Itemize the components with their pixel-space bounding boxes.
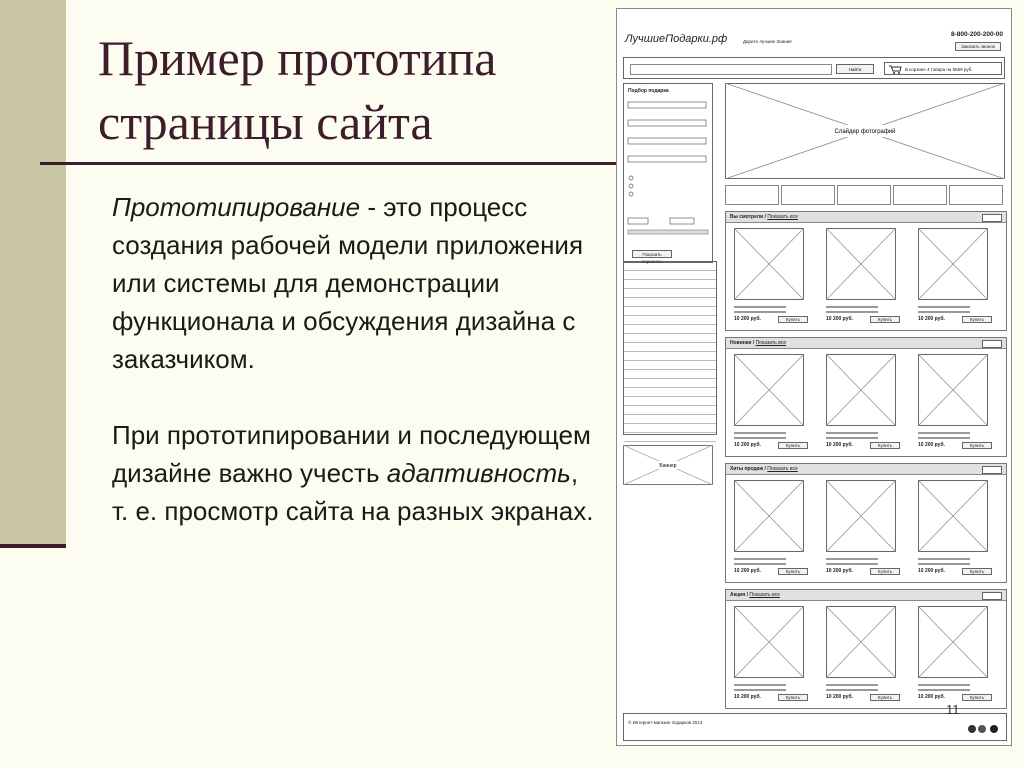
wf-section-arrows: [982, 466, 1002, 474]
wf-feature-2: [781, 185, 835, 205]
wf-product-section: [725, 211, 1007, 331]
wf-section-header: [726, 464, 1006, 475]
wf-feature-4: [893, 185, 947, 205]
wf-product-caption: [918, 689, 970, 691]
wf-product-image: [918, 606, 988, 678]
wf-buy-button: Купить: [870, 694, 900, 701]
wf-buy-button: Купить: [778, 694, 808, 701]
wf-product-caption: [918, 563, 970, 565]
wf-section-arrows: [982, 592, 1002, 600]
wf-product-caption: [826, 689, 878, 691]
wf-product-image: [918, 228, 988, 300]
wf-buy-button: Купить: [778, 442, 808, 449]
wf-product-image: [826, 354, 896, 426]
wf-cart-text: В корзине 4 товара на 5559 руб.: [905, 67, 973, 72]
wf-buy-button: Купить: [962, 442, 992, 449]
wf-product-caption: [826, 306, 878, 308]
wf-product-caption: [734, 689, 786, 691]
wf-search-input: [630, 64, 832, 75]
wf-product-caption: [826, 684, 878, 686]
wf-buy-button: Купить: [870, 568, 900, 575]
wf-product-caption: [826, 432, 878, 434]
wf-product-caption: [826, 437, 878, 439]
adaptivity-text-start: При прототипировании и последующем дизайне важно учесть: [112, 420, 591, 488]
wf-product-price: 10 200 руб.: [918, 694, 945, 700]
wf-photo-slider: [725, 83, 1005, 179]
slide-title: Пример прототипа страницы сайта: [98, 30, 497, 150]
wf-banner-placeholder: [623, 445, 713, 485]
wf-product-image: [918, 354, 988, 426]
wf-show-button: Показать варианты: [632, 250, 672, 258]
wf-section-link: Показать все: [767, 466, 798, 472]
wf-product-price: 10 200 руб.: [734, 694, 761, 700]
term-adaptivity: адаптивность: [386, 458, 571, 488]
definition-text: - это процесс создания рабочей модели приложения или системы для демонстрации функционала и обсуждения дизайна с заказчиком.: [112, 192, 584, 374]
side-accent-rule: [0, 544, 66, 548]
wf-section-arrows: [982, 340, 1002, 348]
wf-payment-icons: [932, 722, 1002, 736]
wf-product-caption: [734, 432, 786, 434]
wf-phone: 8-800-200-200-00: [950, 31, 1003, 38]
wf-product-caption: [918, 306, 970, 308]
wf-product-caption: [918, 311, 970, 313]
wf-buy-button: Купить: [778, 568, 808, 575]
wf-product-image: [734, 606, 804, 678]
wf-product-caption: [734, 306, 786, 308]
wf-product-price: 10 200 руб.: [826, 694, 853, 700]
wf-product-price: 10 200 руб.: [918, 568, 945, 574]
wf-feature-1: [725, 185, 779, 205]
wf-logo: ЛучшиеПодарки.рф: [625, 33, 728, 45]
wf-section-header: [726, 212, 1006, 223]
wf-section-link: Показать все: [767, 214, 798, 220]
title-underline: [40, 162, 624, 165]
wf-buy-button: Купить: [778, 316, 808, 323]
wf-product-image: [826, 480, 896, 552]
wf-callback-button: Заказать звонок: [955, 42, 1001, 51]
wf-product-caption: [918, 432, 970, 434]
wf-product-price: 10 200 руб.: [826, 568, 853, 574]
wf-product-price: 10 200 руб.: [734, 316, 761, 322]
wf-product-price: 10 200 руб.: [918, 316, 945, 322]
wf-product-caption: [918, 684, 970, 686]
wf-product-caption: [734, 437, 786, 439]
wireframe-mockup: [616, 8, 1012, 746]
wf-product-caption: [734, 684, 786, 686]
wf-buy-button: Купить: [870, 316, 900, 323]
wf-product-caption: [826, 558, 878, 560]
wf-section-header: [726, 590, 1006, 601]
wf-product-image: [826, 606, 896, 678]
wf-feature-3: [837, 185, 891, 205]
wf-product-image: [734, 480, 804, 552]
wf-section-title: Хиты продаж /: [730, 466, 768, 472]
wf-product-image: [918, 480, 988, 552]
wf-footer-text: © Интернет-магазин подарков 2013: [628, 720, 703, 725]
wf-section-header: [726, 338, 1006, 349]
wf-filter-panel: [623, 83, 713, 263]
wf-category-list: [623, 261, 717, 435]
wf-product-caption: [918, 558, 970, 560]
wf-banner-label: Баннер: [659, 463, 677, 469]
wf-section-arrows: [982, 214, 1002, 222]
wf-product-image: [826, 228, 896, 300]
wf-product-caption: [918, 437, 970, 439]
wf-product-section: [725, 589, 1007, 709]
wf-cart-box: [884, 62, 1002, 75]
wf-product-image: [734, 228, 804, 300]
wf-product-price: 10 200 руб.: [826, 442, 853, 448]
slide-number: 11: [946, 702, 960, 717]
wf-section-link: Показать все: [749, 592, 780, 598]
wf-product-caption: [734, 311, 786, 313]
wf-section-link: Показать все: [755, 340, 787, 346]
wf-product-section: [725, 337, 1007, 457]
wf-product-price: 10 200 руб.: [734, 568, 761, 574]
wf-slogan: Дарите лучшие Знания: [743, 39, 792, 44]
cart-icon: [888, 64, 902, 74]
wf-product-image: [734, 354, 804, 426]
wf-footer: [623, 713, 1007, 741]
slide-body: [112, 188, 597, 568]
paragraph-adaptivity: [112, 416, 597, 530]
wf-slider-label: Слайдер фотографий: [834, 129, 896, 135]
wf-section-title: Новинки /: [730, 340, 756, 346]
wf-product-caption: [826, 563, 878, 565]
wf-filter-title: Подбор подарка: [628, 88, 669, 94]
wf-product-caption: [734, 558, 786, 560]
wf-feature-5: [949, 185, 1003, 205]
side-accent-bar: [0, 0, 66, 548]
wf-find-button: Найти: [836, 64, 874, 74]
wf-section-title: Вы смотрели /: [730, 214, 768, 220]
wf-product-caption: [826, 311, 878, 313]
wf-product-price: 10 200 руб.: [826, 316, 853, 322]
wf-product-section: [725, 463, 1007, 583]
wf-search-bar: [623, 57, 1005, 79]
wf-filter-fields: [624, 94, 712, 264]
wf-product-caption: [734, 563, 786, 565]
wf-product-price: 10 200 руб.: [734, 442, 761, 448]
term-prototyping: Прототипирование: [112, 192, 361, 222]
wf-buy-button: Купить: [870, 442, 900, 449]
wf-buy-button: Купить: [962, 316, 992, 323]
wf-section-title: Акция /: [730, 592, 750, 598]
adaptivity-text-end: , т. е. просмотр сайта на разных экранах.: [112, 458, 594, 526]
wf-buy-button: Купить: [962, 694, 992, 701]
wf-buy-button: Купить: [962, 568, 992, 575]
wf-product-price: 10 200 руб.: [918, 442, 945, 448]
paragraph-definition: [112, 188, 597, 378]
